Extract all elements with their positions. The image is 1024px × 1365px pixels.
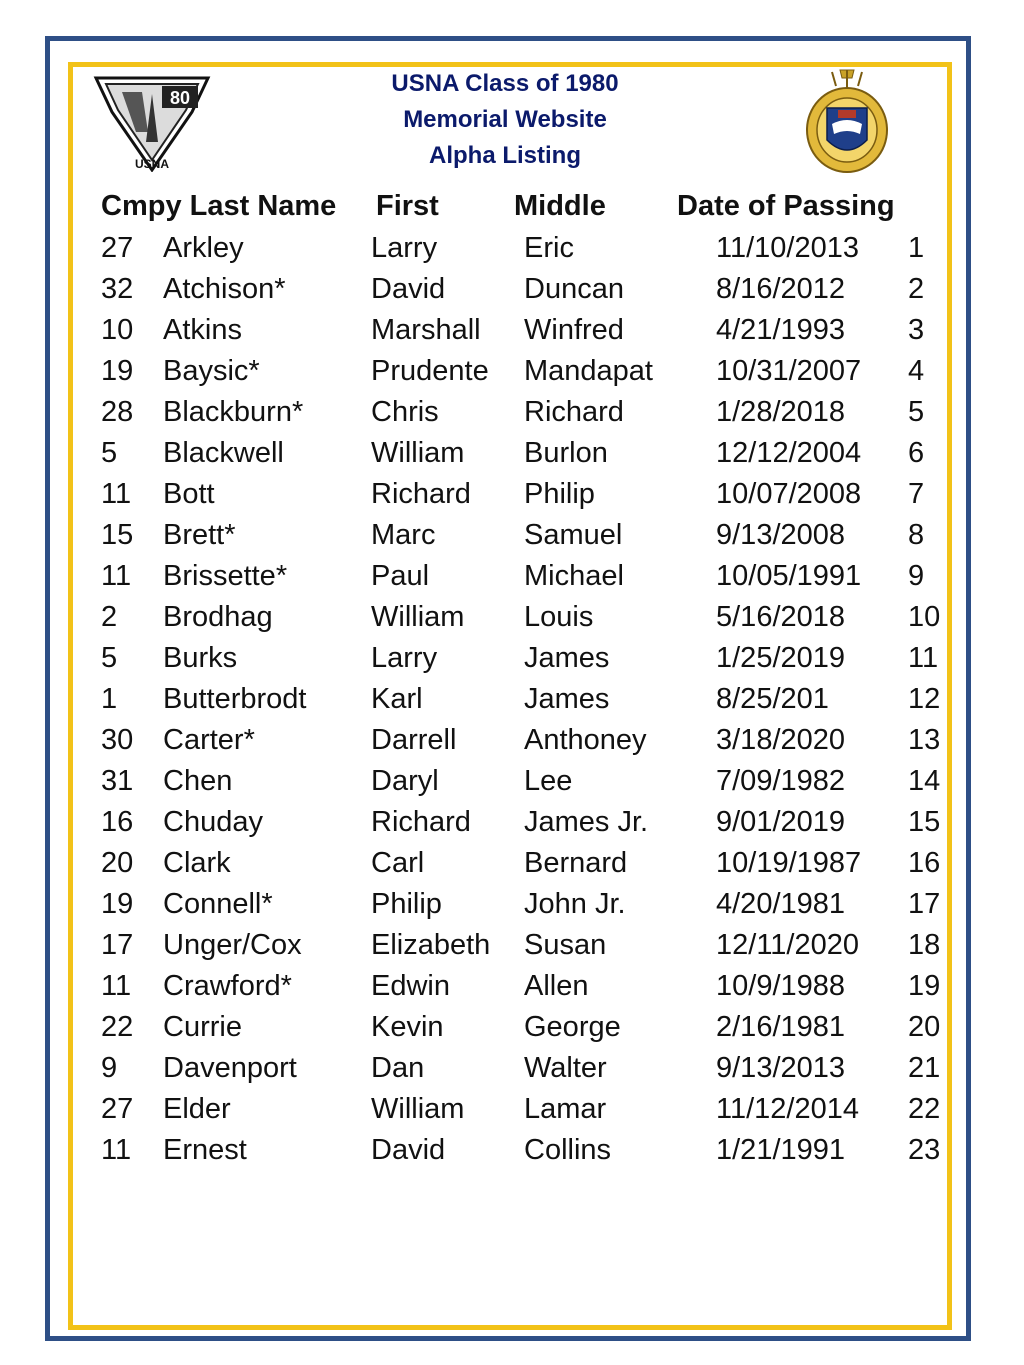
table-row — [0, 556, 1024, 597]
table-row — [0, 597, 1024, 638]
table-row — [0, 351, 1024, 392]
middle-name: George — [524, 1011, 621, 1043]
row-number: 5 — [908, 396, 925, 428]
row-number: 19 — [908, 970, 941, 1002]
middle-name: Louis — [524, 601, 594, 633]
middle-name: John Jr. — [524, 888, 626, 920]
company-number: 11 — [101, 1134, 132, 1166]
date-of-passing: 9/01/2019 — [716, 806, 846, 838]
first-name: David — [371, 1134, 446, 1166]
last-name: Bott — [163, 478, 215, 510]
row-number: 15 — [908, 806, 941, 838]
table-row — [0, 474, 1024, 515]
company-number: 20 — [101, 847, 134, 879]
first-name: Richard — [371, 806, 471, 838]
date-of-passing: 8/16/2012 — [716, 273, 846, 305]
last-name: Clark — [163, 847, 231, 879]
middle-name: Lee — [524, 765, 573, 797]
first-name: Paul — [371, 560, 430, 592]
company-number: 5 — [101, 642, 118, 674]
first-name: Richard — [371, 478, 471, 510]
middle-name: Mandapat — [524, 355, 653, 387]
title-line-3: Alpha Listing — [429, 142, 581, 169]
date-of-passing: 5/16/2018 — [716, 601, 846, 633]
date-of-passing: 10/05/1991 — [716, 560, 862, 592]
company-number: 16 — [101, 806, 134, 838]
last-name: Elder — [163, 1093, 231, 1125]
middle-name: Lamar — [524, 1093, 607, 1125]
crest-year-text: 80 — [169, 88, 191, 108]
column-header-middle: Middle — [514, 190, 606, 222]
first-name: David — [371, 273, 446, 305]
date-of-passing: 1/28/2018 — [716, 396, 846, 428]
date-of-passing: 2/16/1981 — [716, 1011, 846, 1043]
company-number: 32 — [101, 273, 134, 305]
first-name: William — [371, 601, 465, 633]
middle-name: Walter — [524, 1052, 607, 1084]
last-name: Crawford* — [163, 970, 292, 1002]
column-header-first: First — [376, 190, 439, 222]
table-row — [0, 1130, 1024, 1171]
table-row — [0, 1007, 1024, 1048]
table-row — [0, 843, 1024, 884]
last-name: Carter* — [163, 724, 255, 756]
company-number: 2 — [101, 601, 118, 633]
row-number: 13 — [908, 724, 941, 756]
company-number: 30 — [101, 724, 134, 756]
table-row — [0, 638, 1024, 679]
middle-name: Winfred — [524, 314, 624, 346]
table-row — [0, 1048, 1024, 1089]
last-name: Blackwell — [163, 437, 284, 469]
date-of-passing: 3/18/2020 — [716, 724, 846, 756]
date-of-passing: 11/10/2013 — [716, 232, 859, 264]
company-number: 17 — [101, 929, 134, 961]
crest-usna-text: USNA — [134, 157, 170, 171]
last-name: Burks — [163, 642, 238, 674]
middle-name: Philip — [524, 478, 595, 510]
column-header-date-of-passing: Date of Passing — [677, 190, 895, 222]
first-name: Prudente — [371, 355, 489, 387]
middle-name: Richard — [524, 396, 624, 428]
class-crest-icon — [92, 72, 212, 172]
company-number: 22 — [101, 1011, 134, 1043]
middle-name: Anthoney — [524, 724, 647, 756]
row-number: 21 — [908, 1052, 941, 1084]
table-row — [0, 925, 1024, 966]
date-of-passing: 10/19/1987 — [716, 847, 862, 879]
table-row — [0, 720, 1024, 761]
middle-name: Burlon — [524, 437, 608, 469]
row-number: 20 — [908, 1011, 941, 1043]
last-name: Davenport — [163, 1052, 297, 1084]
first-name: Karl — [371, 683, 423, 715]
middle-name: James Jr. — [524, 806, 649, 838]
table-row — [0, 310, 1024, 351]
date-of-passing: 1/21/1991 — [716, 1134, 846, 1166]
date-of-passing: 10/9/1988 — [716, 970, 846, 1002]
date-of-passing: 4/20/1981 — [716, 888, 846, 920]
company-number: 27 — [101, 1093, 134, 1125]
first-name: Darrell — [371, 724, 457, 756]
middle-name: James — [524, 642, 610, 674]
table-row — [0, 884, 1024, 925]
last-name: Arkley — [163, 232, 244, 264]
first-name: Larry — [371, 232, 438, 264]
company-number: 19 — [101, 355, 134, 387]
last-name: Atchison* — [163, 273, 286, 305]
row-number: 6 — [908, 437, 925, 469]
row-number: 4 — [908, 355, 925, 387]
middle-name: Michael — [524, 560, 624, 592]
first-name: William — [371, 437, 465, 469]
table-row — [0, 515, 1024, 556]
date-of-passing: 7/09/1982 — [716, 765, 846, 797]
row-number: 18 — [908, 929, 941, 961]
table-row — [0, 679, 1024, 720]
last-name: Brett* — [163, 519, 236, 551]
date-of-passing: 4/21/1993 — [716, 314, 846, 346]
middle-name: Allen — [524, 970, 589, 1002]
last-name: Brissette* — [163, 560, 288, 592]
middle-name: Samuel — [524, 519, 623, 551]
table-row — [0, 802, 1024, 843]
table-row — [0, 761, 1024, 802]
last-name: Chuday — [163, 806, 263, 838]
last-name: Atkins — [163, 314, 242, 346]
date-of-passing: 1/25/2019 — [716, 642, 846, 674]
first-name: Carl — [371, 847, 425, 879]
row-number: 14 — [908, 765, 941, 797]
company-number: 15 — [101, 519, 134, 551]
table-row — [0, 1089, 1024, 1130]
middle-name: Duncan — [524, 273, 624, 305]
row-number: 16 — [908, 847, 941, 879]
table-row — [0, 966, 1024, 1007]
last-name: Baysic* — [163, 355, 260, 387]
row-number: 9 — [908, 560, 925, 592]
last-name: Blackburn* — [163, 396, 304, 428]
table-row — [0, 433, 1024, 474]
row-number: 2 — [908, 273, 925, 305]
middle-name: James — [524, 683, 610, 715]
last-name: Connell* — [163, 888, 273, 920]
row-number: 17 — [908, 888, 941, 920]
table-row — [0, 392, 1024, 433]
last-name: Chen — [163, 765, 233, 797]
row-number: 1 — [908, 232, 925, 264]
company-number: 11 — [101, 560, 132, 592]
company-number: 28 — [101, 396, 134, 428]
company-number: 10 — [101, 314, 134, 346]
company-number: 31 — [101, 765, 134, 797]
column-header-cmpy-last-name: Cmpy Last Name — [101, 190, 337, 222]
title-line-1: USNA Class of 1980 — [391, 70, 619, 97]
first-name: Marshall — [371, 314, 481, 346]
middle-name: Collins — [524, 1134, 612, 1166]
company-number: 5 — [101, 437, 118, 469]
last-name: Unger/Cox — [163, 929, 302, 961]
row-number: 11 — [908, 642, 939, 674]
first-name: Daryl — [371, 765, 439, 797]
first-name: Marc — [371, 519, 436, 551]
company-number: 9 — [101, 1052, 118, 1084]
middle-name: Eric — [524, 232, 574, 264]
first-name: Dan — [371, 1052, 425, 1084]
row-number: 12 — [908, 683, 941, 715]
row-number: 10 — [908, 601, 941, 633]
last-name: Ernest — [163, 1134, 247, 1166]
date-of-passing: 11/12/2014 — [716, 1093, 859, 1125]
row-number: 22 — [908, 1093, 941, 1125]
row-number: 23 — [908, 1134, 941, 1166]
row-number: 7 — [908, 478, 925, 510]
row-number: 3 — [908, 314, 925, 346]
company-number: 1 — [101, 683, 118, 715]
last-name: Butterbrodt — [163, 683, 307, 715]
company-number: 11 — [101, 970, 132, 1002]
table-row — [0, 228, 1024, 269]
date-of-passing: 9/13/2013 — [716, 1052, 846, 1084]
company-number: 27 — [101, 232, 134, 264]
middle-name: Susan — [524, 929, 607, 961]
date-of-passing: 12/11/2020 — [716, 929, 859, 961]
first-name: Larry — [371, 642, 438, 674]
company-number: 19 — [101, 888, 134, 920]
date-of-passing: 8/25/201 — [716, 683, 829, 715]
date-of-passing: 12/12/2004 — [716, 437, 862, 469]
first-name: William — [371, 1093, 465, 1125]
date-of-passing: 10/31/2007 — [716, 355, 862, 387]
last-name: Currie — [163, 1011, 242, 1043]
first-name: Chris — [371, 396, 439, 428]
first-name: Kevin — [371, 1011, 444, 1043]
table-row — [0, 269, 1024, 310]
row-number: 8 — [908, 519, 925, 551]
company-number: 11 — [101, 478, 132, 510]
first-name: Edwin — [371, 970, 450, 1002]
date-of-passing: 9/13/2008 — [716, 519, 846, 551]
date-of-passing: 10/07/2008 — [716, 478, 862, 510]
first-name: Elizabeth — [371, 929, 491, 961]
naval-academy-seal-icon — [802, 68, 892, 176]
title-line-2: Memorial Website — [403, 106, 607, 133]
first-name: Philip — [371, 888, 442, 920]
last-name: Brodhag — [163, 601, 273, 633]
middle-name: Bernard — [524, 847, 628, 879]
